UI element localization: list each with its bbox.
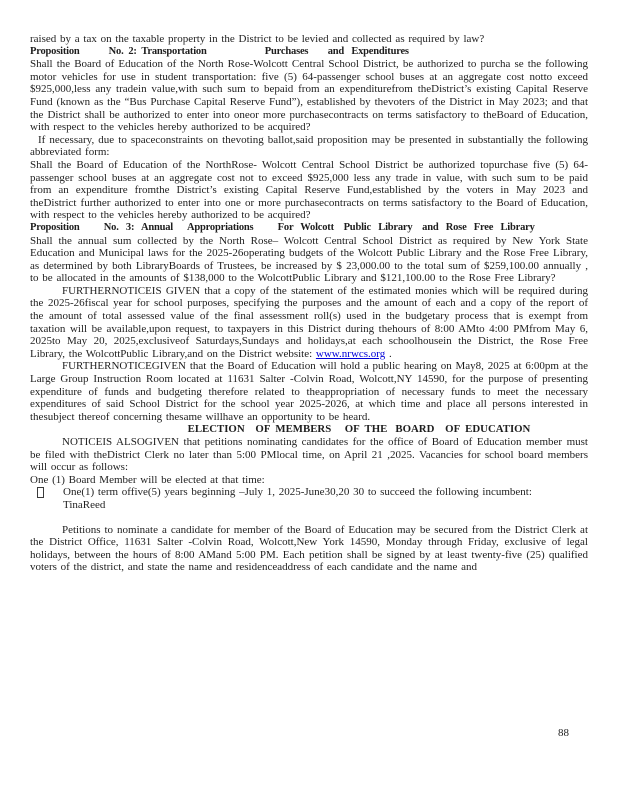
proposition-2-text: Shall the Board of Education of the North Rose-Wolcott Central School District, be authorized to purcha se the following motor vehicles for use in student transportation: five (5) 64-passenger school buses at an aggregate cost notto exceed $925,000,less any tradein value,with such sum to bepaid from an expenditurefrom theDistrict’s existing Capital Reserve Fund (known as the “Bus Purchase Capital Reserve Fund”), established by thevoters of the District in May 2023; and that the District shall be authorized to enter into oneor more purchasecontracts on terms satisfactory to theBoard of Education, with respect to the vehicles hereby authorized to be acquired? [30, 58, 588, 134]
district-website-link[interactable]: www.nrwcs.org [315, 347, 386, 360]
proposition-2-heading: Proposition No. 2: Transportation Purchases and Expenditures [30, 45, 409, 57]
board-member-incumbent-name: TinaReed [63, 498, 106, 511]
petitions-paragraph: Petitions to nominate a candidate for member of the Board of Education may be secured from the District Clerk at the District Office, 11631 Salter -Colvin Road, Wolcott,New York 14590, Monday through Friday, exclusive of legal holidays, between the hours of 8:00 AMand 5:00 PM. Each petition shall be signed by at least twenty-five (25) qualified voters of the district, and state the name and residenceaddress of each candidate and the name and [30, 523, 588, 574]
proposition-3-heading: Proposition No. 3: Annual Appropriations For Wolcott Public Library and Rose Free Library [30, 221, 535, 233]
board-member-term-text [63, 486, 588, 511]
election-notice-paragraph: NOTICEIS ALSOGIVEN that petitions nominating candidates for the office of Board of Education member must be filed with theDistrict Clerk no later than 5:00 PMlocal time, on April 21 ,2025. Vacancies for school board members will occur as follows: [30, 436, 588, 474]
list-item [30, 486, 588, 511]
paragraph-tax-question: raised by a tax on the taxable property in the District to be levied and collected as required by law? [30, 33, 485, 45]
abbreviated-proposition-text: Shall the Board of Education of the NorthRose- Wolcott Central School District be authorized topurchase five (5) 64-passenger school buses at an aggregate cost not to exceed $925,000 less any trade in value, with such sum to be paid from an expenditure fromthe District’s existing Capital Reserve Fund,established by the voters in May 2023 and theDistrict further authorized to enter into one or more purchasecontracts on terms satisfactory to the Board of Education, with respect to the vehicles hereby authorized to be acquired? [30, 158, 588, 222]
further-notice-hearing-paragraph: FURTHERNOTICEGIVEN that the Board of Education will hold a public hearing on May8, 2025 at 6:00pm at the Large Group Instruction Room located at 11631 Salter -Colvin Road, Wolcott,NY 14590, for the purpose of presenting expenditure of funds and budgeting therefore related to theappropriation of necessary funds to meet the necessary expenditures of said School District for the school year 2025-2026, at which time and place all persons interested in thesubject thereof concerning thesame willhave an opportunity to be heard. [30, 360, 588, 423]
further-notice-statement-paragraph [30, 285, 588, 361]
election-section-heading: ELECTION OF MEMBERS OF THE BOARD OF EDUCATION [187, 423, 531, 436]
page-number: 88 [558, 727, 569, 739]
board-member-intro-line: One (1) Board Member will be elected at that time: [30, 473, 265, 486]
proposition-3-text: Shall the annual sum collected by the North Rose– Wolcott Central School District as required by New York State Education and Municipal laws for the 2025-26operating budgets of the Wolcott Public Library and the Rose Free Library, as determined by both LibraryBoards of Trustees, be increased by $ 23,000.00 to the total sum of $259,100.00 annually , to be allocated in the amounts of $138,000 to the WolcottPublic Library and $121,100.00 to the Rose Free Library? [30, 234, 588, 285]
further-notice-statement-text: FURTHERNOTICEIS GIVEN that a copy of the statement of the estimated monies which will be required during the 2025-26fiscal year for school purposes, specifying the purposes and the amount of each and a copy of the report of the amount of total assessed value of the final assessment roll(s) used in the budgetary process that is exempt from taxation will be available,upon request, to taxpayers in this District during thehours of 8:00 AMto 4:00 PMfrom May 6, 2025to May 20, 2025,exclusiveof Saturdays,Sundays and holidays,at each schoolhousein the District, the Rose Free Library, the WolcottPublic Library,and on the District website: [30, 284, 588, 360]
further-notice-statement-trailing: . [385, 347, 392, 360]
board-member-term-line: One(1) term offive(5) years beginning –July 1, 2025-June30,20 30 to succeed the following incumbent: [63, 486, 532, 499]
abbreviated-form-note: If necessary, due to spaceconstraints on thevoting ballot,said proposition may be presented in substantially the following abbreviated form: [30, 133, 588, 159]
checkbox-bullet-icon [37, 487, 44, 498]
